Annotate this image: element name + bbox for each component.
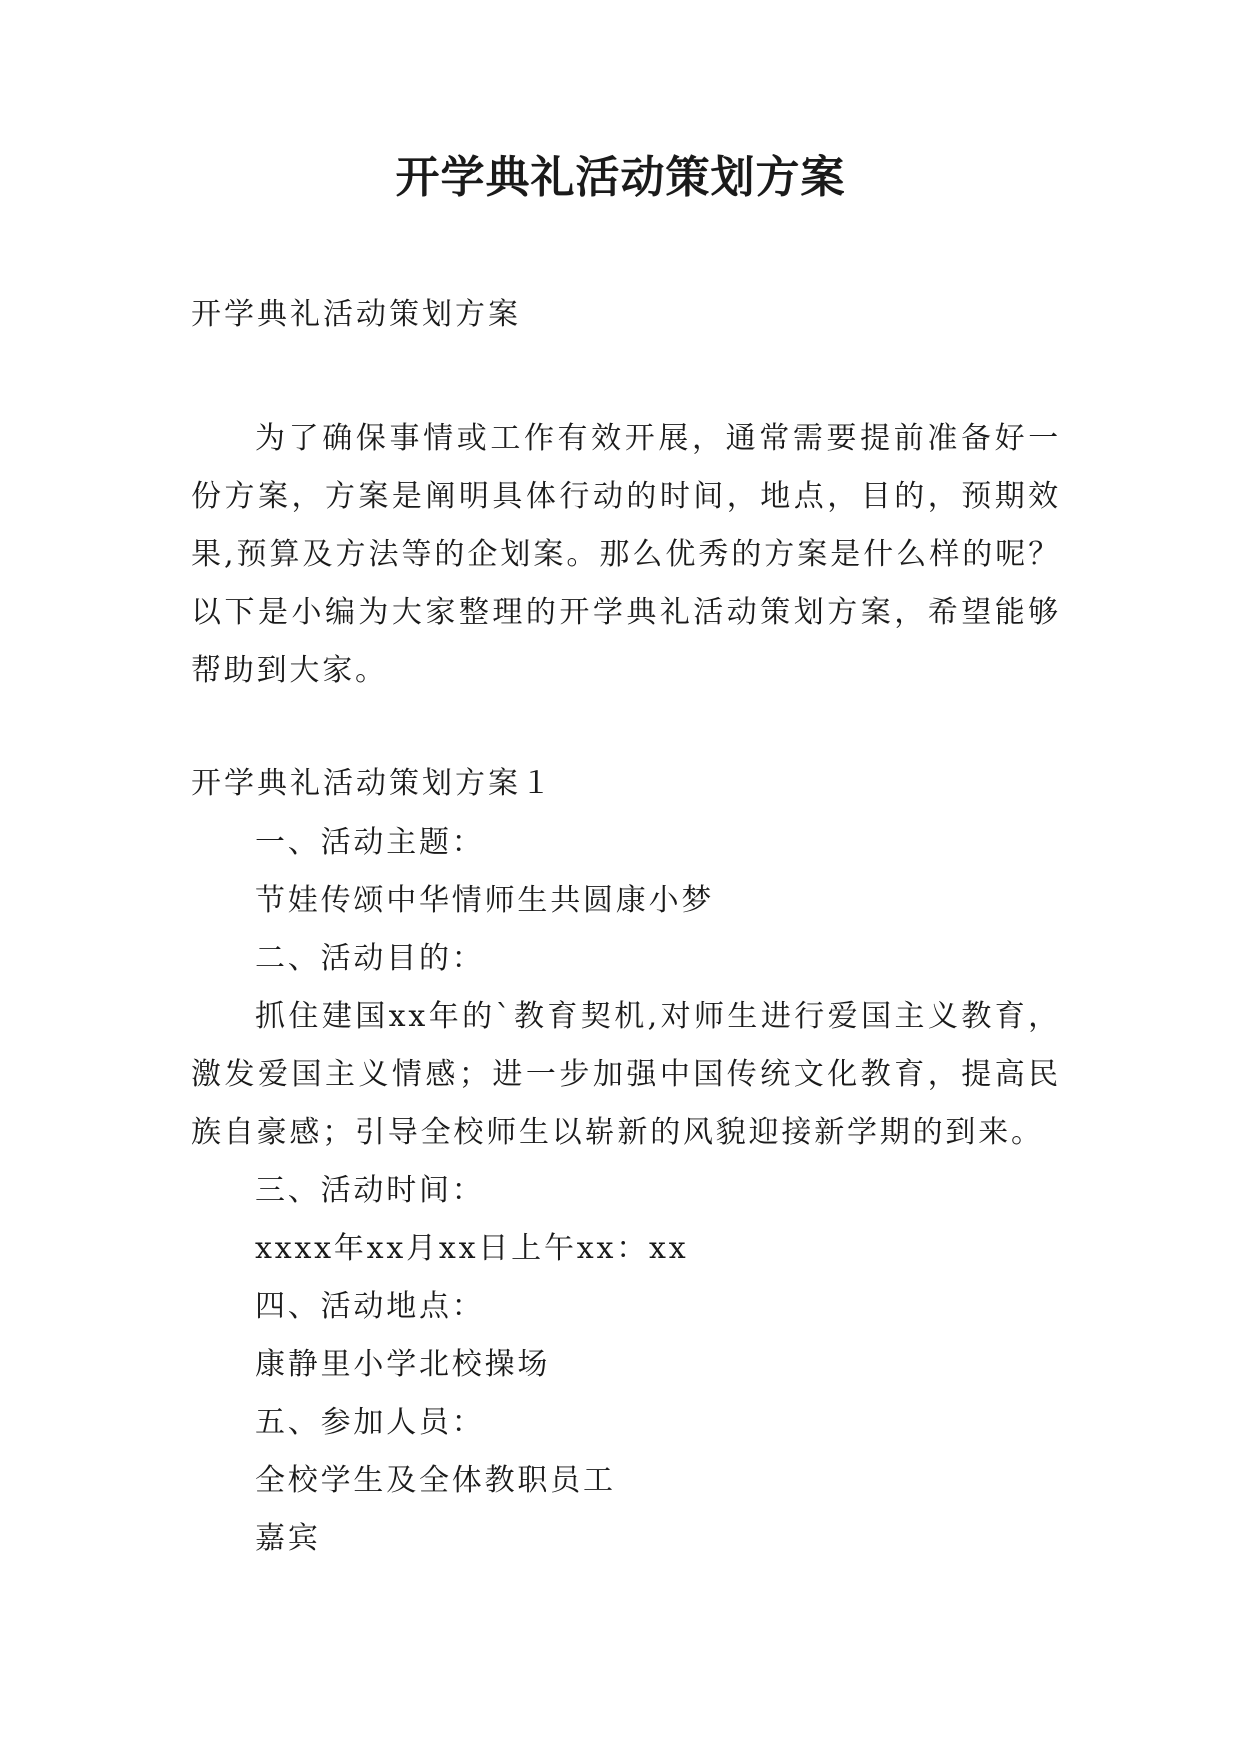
location-heading: 四、活动地点： <box>255 1289 485 1324</box>
goal-paragraph: 抓住建国xx年的`教育契机,对师生进行爱国主义教育，激发爱国主义情感；进一步加强中国传统文化教育，提高民族自豪感；引导全校师生以崭新的风貌迎接新学期的到来。 <box>191 999 1061 1150</box>
intro-paragraph: 为了确保事情或工作有效开展，通常需要提前准备好一份方案，方案是阐明具体行动的时间，地点，目的，预期效果,预算及方法等的企划案。那么优秀的方案是什么样的呢？以下是小编为大家整理的开学典礼活动策划方案，希望能够帮助到大家。 <box>191 421 1061 688</box>
participants-value: 全校学生及全体教职员工 <box>255 1463 616 1498</box>
participants-heading: 五、参加人员： <box>255 1405 485 1440</box>
theme-value: 节娃传颂中华情师生共圆康小梦 <box>255 883 715 918</box>
plan-body <box>191 814 1061 1568</box>
location-value: 康静里小学北校操场 <box>255 1347 551 1382</box>
guests-label: 嘉宾 <box>255 1521 321 1556</box>
document-subtitle: 开学典礼活动策划方案 <box>191 297 521 332</box>
time-heading: 三、活动时间： <box>255 1173 485 1208</box>
theme-heading: 一、活动主题： <box>255 825 485 860</box>
time-value: xxxx年xx月xx日上午xx：xx <box>255 1231 689 1266</box>
document-title: 开学典礼活动策划方案 <box>395 152 846 203</box>
goal-heading: 二、活动目的： <box>255 941 485 976</box>
plan-section-heading: 开学典礼活动策划方案１ <box>191 766 554 801</box>
